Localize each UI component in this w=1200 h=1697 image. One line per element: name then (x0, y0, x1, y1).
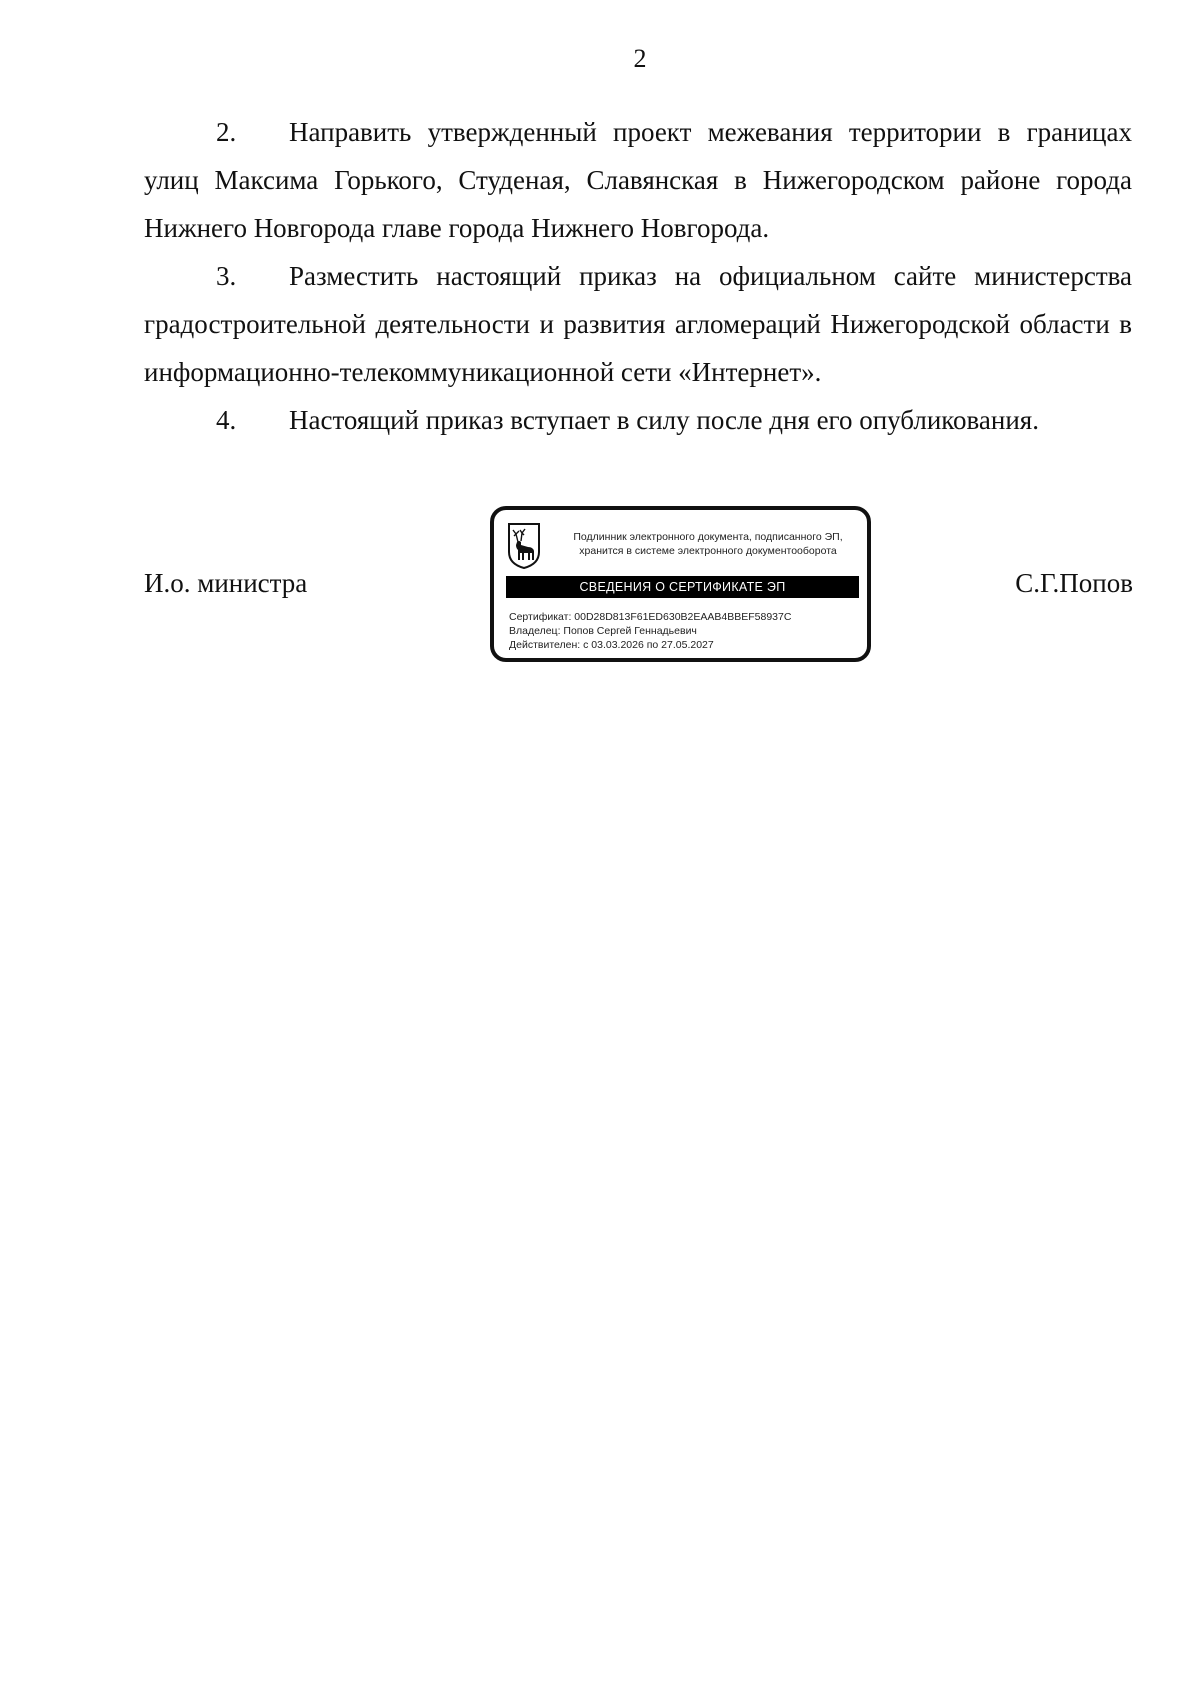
document-body (144, 108, 1132, 444)
signatory-position: И.о. министра (144, 568, 308, 598)
signatory-name: С.Г.Попов (1015, 568, 1133, 598)
coat-of-arms-deer-icon (506, 522, 542, 570)
stamp-note (550, 530, 866, 558)
paragraph-text: Разместить настоящий приказ на официальном сайте министерства градостроительной деятельности и развития агломераций Нижегородской области в информационно-телекоммуникационной сети «Интернет». (144, 261, 1132, 387)
stamp-note-line: Подлинник электронного документа, подписанного ЭП, (573, 531, 843, 543)
stamp-details (509, 610, 859, 652)
paragraph-number: 2. (216, 117, 237, 147)
certificate-owner: Владелец: Попов Сергей Геннадьевич (509, 625, 697, 637)
paragraph-2 (144, 108, 1132, 252)
paragraph-number: 4. (216, 405, 237, 435)
electronic-signature-stamp (490, 506, 871, 662)
stamp-header: СВЕДЕНИЯ О СЕРТИФИКАТЕ ЭП (506, 576, 859, 598)
paragraph-text: Направить утвержденный проект межевания территории в границах улиц Максима Горького, Студеная, Славянская в Нижегородском районе города Нижнего Новгорода главе города Нижнего Новгорода. (144, 117, 1132, 243)
paragraph-3 (144, 252, 1132, 396)
certificate-validity: Действителен: с 03.03.2026 по 27.05.2027 (509, 639, 714, 651)
stamp-note-line: хранится в системе электронного документооборота (579, 545, 837, 557)
paragraph-4 (144, 396, 1132, 444)
paragraph-text: Настоящий приказ вступает в силу после дня его опубликования. (289, 405, 1039, 435)
paragraph-number: 3. (216, 261, 237, 291)
page-number: 2 (633, 44, 647, 73)
certificate-number: Сертификат: 00D28D813F61ED630B2EAAB4BBEF58937C (509, 611, 792, 623)
